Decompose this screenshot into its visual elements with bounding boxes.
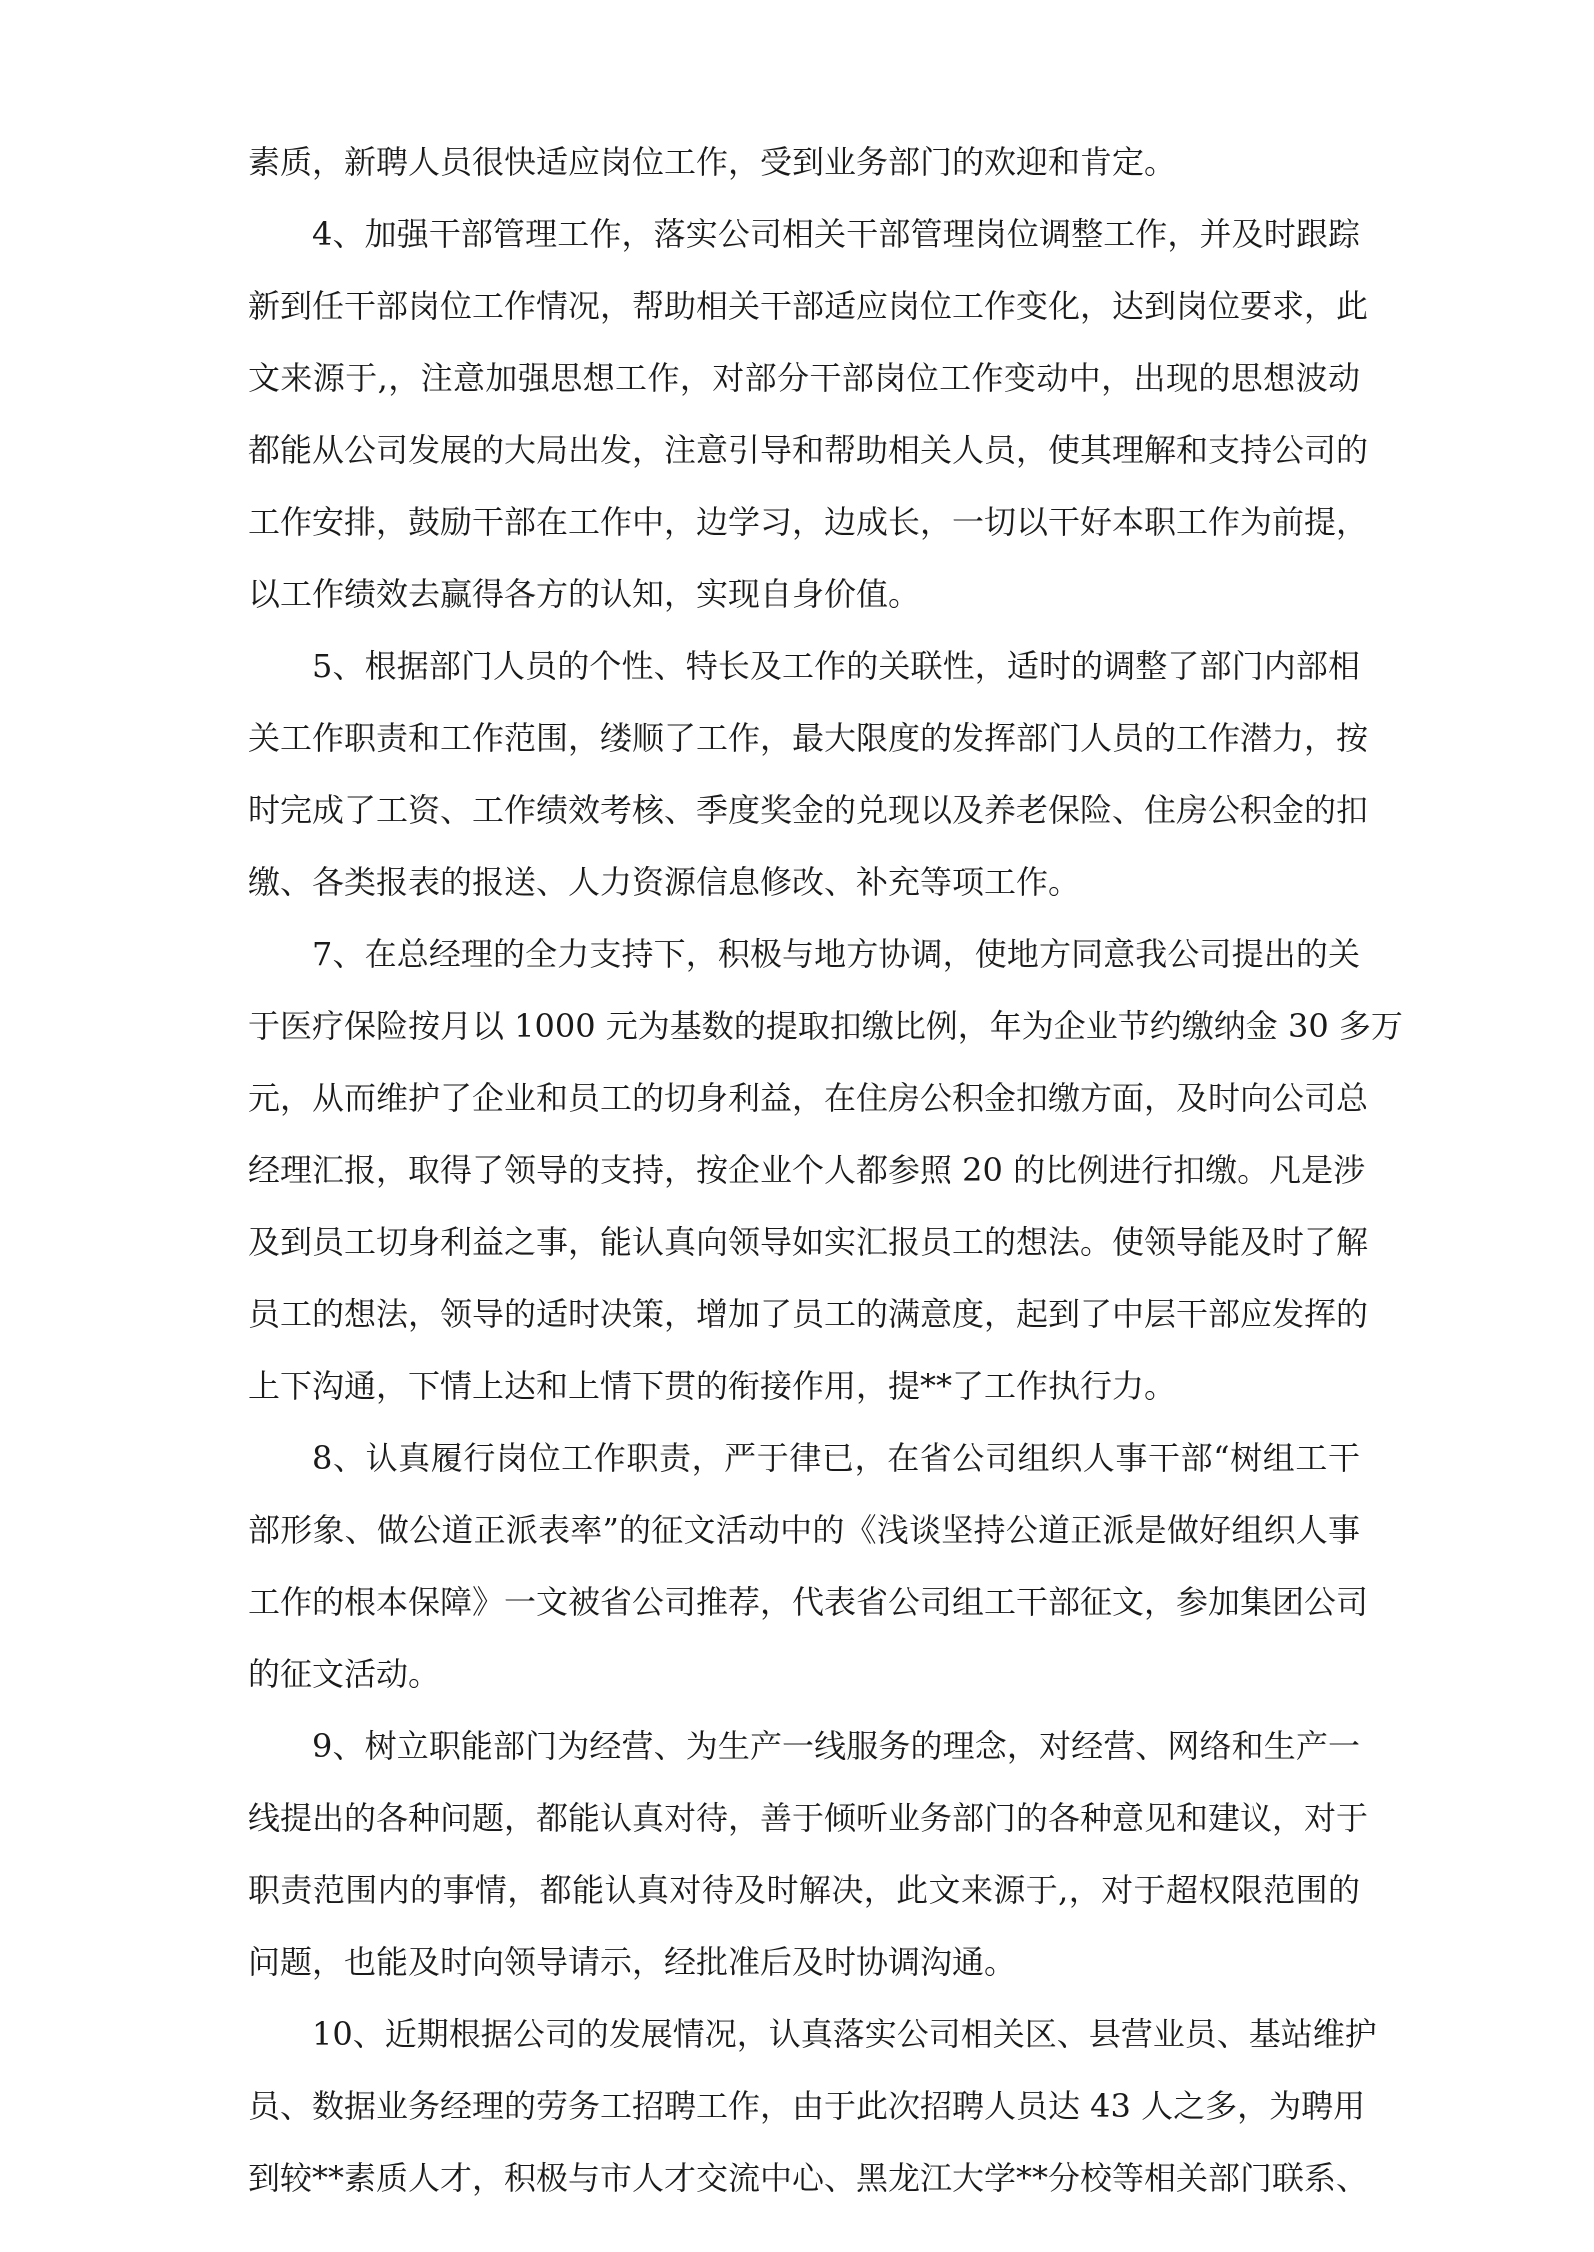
paragraph-item-10-line: 10、近期根据公司的发展情况，认真落实公司相关区、县营业员、基站维护 — [312, 2015, 1377, 2053]
paragraph-item-9-line: 职责范围内的事情，都能认真对待及时解决，此文来源于,，对于超权限范围的 — [248, 1871, 1360, 1909]
paragraph-item-4-line: 4、加强干部管理工作，落实公司相关干部管理岗位调整工作，并及时跟踪 — [312, 215, 1360, 253]
paragraph-item-5-line: 5、根据部门人员的个性、特长及工作的关联性，适时的调整了部门内部相 — [312, 647, 1360, 685]
paragraph-item-7-line: 经理汇报，取得了领导的支持，按企业个人都参照 20 的比例进行扣缴。凡是涉 — [248, 1151, 1366, 1189]
paragraph-item-10-line: 员、数据业务经理的劳务工招聘工作，由于此次招聘人员达 43 人之多，为聘用 — [248, 2087, 1366, 2125]
paragraph-item-4-line: 工作安排，鼓励干部在工作中，边学习，边成长，一切以干好本职工作为前提， — [248, 503, 1369, 541]
paragraph-item-7-line: 上下沟通，下情上达和上情下贯的衔接作用，提**了工作执行力。 — [248, 1367, 1177, 1405]
paragraph-item-5-line: 时完成了工资、工作绩效考核、季度奖金的兑现以及养老保险、住房公积金的扣 — [248, 791, 1369, 829]
paragraph-item-7-line: 及到员工切身利益之事，能认真向领导如实汇报员工的想法。使领导能及时了解 — [248, 1223, 1369, 1261]
paragraph-item-8-line: 部形象、做公道正派表率”的征文活动中的《浅谈坚持公道正派是做好组织人事 — [248, 1511, 1360, 1549]
paragraph-item-5-line: 关工作职责和工作范围，缕顺了工作，最大限度的发挥部门人员的工作潜力，按 — [248, 719, 1369, 757]
paragraph-item-10-line: 到较**素质人才，积极与市人才交流中心、黑龙江大学**分校等相关部门联系、 — [248, 2159, 1369, 2197]
paragraph-item-7-line: 元，从而维护了企业和员工的切身利益，在住房公积金扣缴方面，及时向公司总 — [248, 1079, 1369, 1117]
paragraph-item-7-line: 员工的想法，领导的适时决策，增加了员工的满意度，起到了中层干部应发挥的 — [248, 1295, 1369, 1333]
paragraph-item-4-line: 以工作绩效去赢得各方的认知，实现自身价值。 — [248, 575, 921, 613]
text-line: 素质，新聘人员很快适应岗位工作，受到业务部门的欢迎和肯定。 — [248, 143, 1177, 181]
paragraph-item-9-line: 问题，也能及时向领导请示，经批准后及时协调沟通。 — [248, 1943, 1017, 1981]
paragraph-item-4-line: 新到任干部岗位工作情况，帮助相关干部适应岗位工作变化，达到岗位要求，此 — [248, 287, 1369, 325]
paragraph-item-5-line: 缴、各类报表的报送、人力资源信息修改、补充等项工作。 — [248, 863, 1081, 901]
paragraph-item-9-line: 9、树立职能部门为经营、为生产一线服务的理念，对经营、网络和生产一 — [312, 1727, 1360, 1765]
paragraph-item-8-line: 的征文活动。 — [248, 1655, 441, 1693]
paragraph-item-4-line: 都能从公司发展的大局出发，注意引导和帮助相关人员，使其理解和支持公司的 — [248, 431, 1369, 469]
paragraph-item-9-line: 线提出的各种问题，都能认真对待，善于倾听业务部门的各种意见和建议，对于 — [248, 1799, 1369, 1837]
paragraph-item-7-line: 7、在总经理的全力支持下，积极与地方协调，使地方同意我公司提出的关 — [312, 935, 1360, 973]
paragraph-item-8-line: 8、认真履行岗位工作职责，严于律已，在省公司组织人事干部“树组工干 — [312, 1439, 1360, 1477]
paragraph-item-8-line: 工作的根本保障》一文被省公司推荐，代表省公司组工干部征文，参加集团公司 — [248, 1583, 1369, 1621]
paragraph-item-7-line: 于医疗保险按月以 1000 元为基数的提取扣缴比例，年为企业节约缴纳金 30 多万 — [248, 1007, 1403, 1045]
paragraph-item-4-line: 文来源于,，注意加强思想工作，对部分干部岗位工作变动中，出现的思想波动 — [248, 359, 1360, 397]
